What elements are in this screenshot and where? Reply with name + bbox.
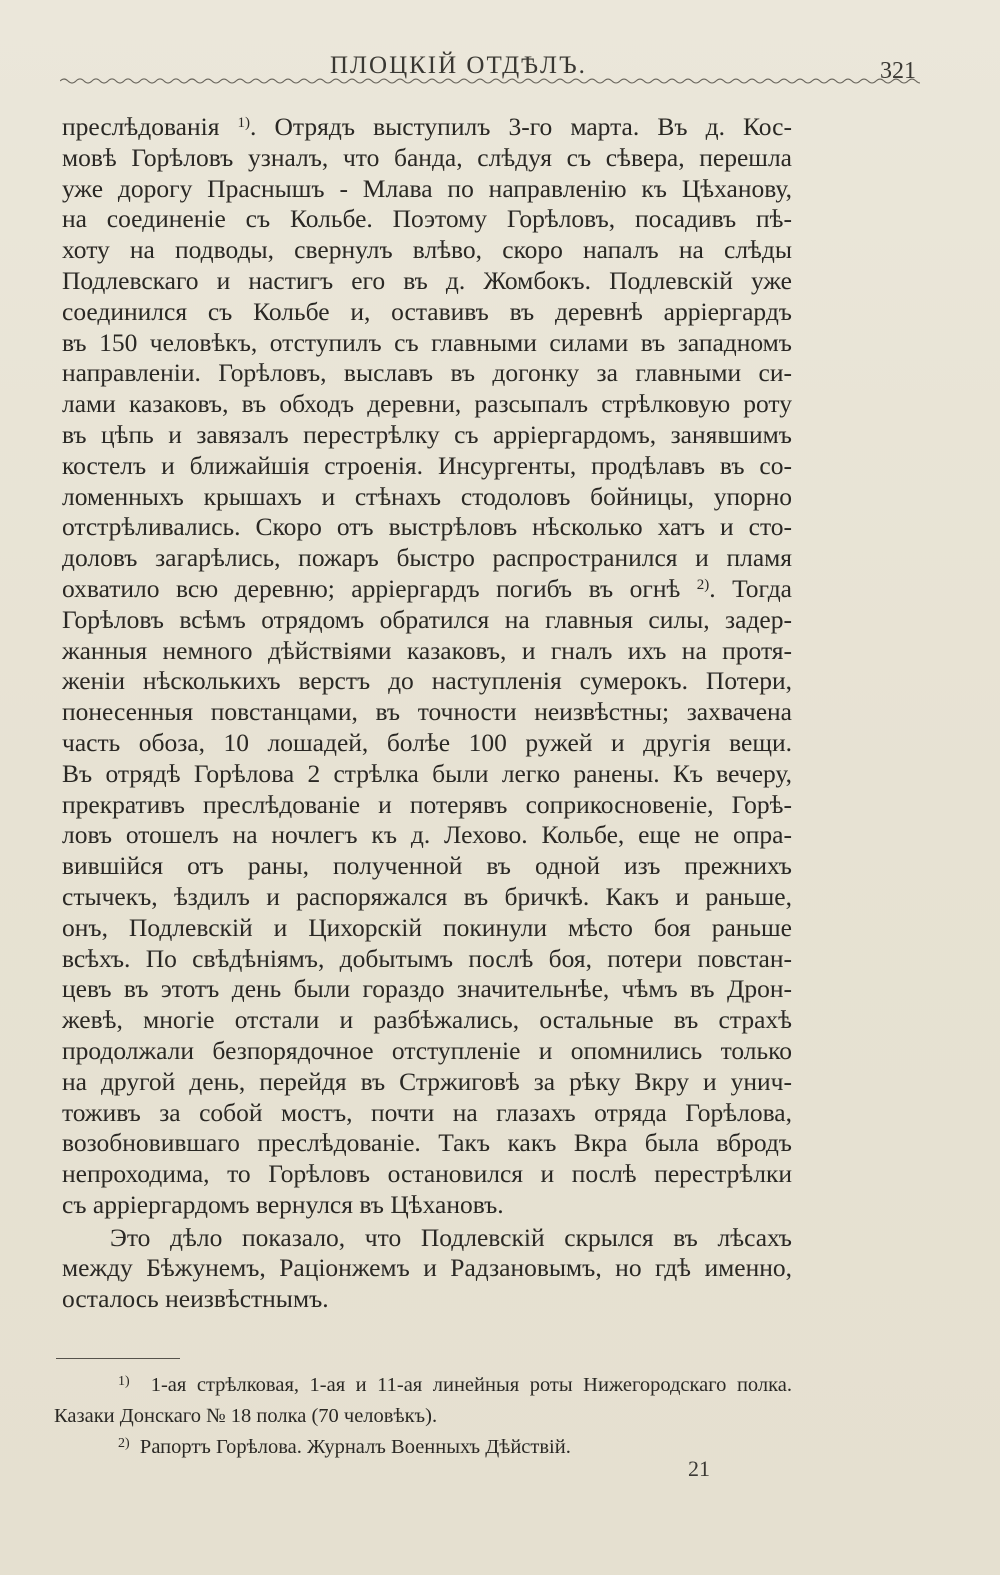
text-line: жевѣ, многіе отстали и разбѣжались, остальные въ страхѣ <box>62 1005 792 1035</box>
text-line: костелъ и ближайшія строенія. Инсургенты, продѣлавъ въ со- <box>62 450 792 480</box>
signature-mark: 21 <box>688 1456 710 1481</box>
text-line: соединился съ Кольбе и, оставивъ въ деревнѣ арріергардъ <box>62 296 792 326</box>
text-line: понесенныя повстанцами, въ точности неизвѣстны; захвачена <box>62 697 792 727</box>
footnote-1-line-1: $^{1)}$ 1-ая стрѣлковая, 1-ая и 11-ая линейныя роты Нижегородскаго полка. <box>118 1374 792 1396</box>
text-line: Подлевскаго и настигъ его въ д. Жомбокъ. Подлевскій уже <box>62 265 792 295</box>
text-line: часть обоза, 10 лошадей, болѣе 100 ружей и другія вещи. <box>62 727 792 757</box>
text-line: мовѣ Горѣловъ узналъ, что банда, слѣдуя съ сѣвера, перешла <box>62 142 792 172</box>
text-line: преслѣдованія $^{1)}$. Отрядъ выступилъ 3-го марта. Въ д. Кос- <box>62 112 792 141</box>
text-line: онъ, Подлевскій и Цихорскій покинули мѣсто боя раньше <box>62 912 792 942</box>
paragraph-2 <box>62 1223 792 1315</box>
text-line: Горѣловъ всѣмъ отрядомъ обратился на главныя силы, задер- <box>62 604 792 634</box>
footnote-reference: 2) <box>696 576 710 593</box>
text-line: направленіи. Горѣловъ, выславъ въ догонку за главными си- <box>62 358 792 388</box>
text-line: прекративъ преслѣдованіе и потерявъ соприкосновеніе, Горѣ- <box>62 789 792 819</box>
running-title: ПЛОЦКІЙ ОТДѢЛЪ. <box>330 52 587 79</box>
text-line: на соединеніе съ Кольбе. Поэтому Горѣловъ, посадивъ пѣ- <box>62 204 792 234</box>
footnote-divider <box>56 1358 180 1359</box>
text-line: въ 150 человѣкъ, отступилъ съ главными силами въ западномъ <box>62 327 792 357</box>
text-line: вившійся отъ раны, полученной въ одной изъ прежнихъ <box>62 851 792 881</box>
text-line: Въ отрядѣ Горѣлова 2 стрѣлка были легко ранены. Къ вечеру, <box>62 758 792 788</box>
text-line: всѣхъ. По свѣдѣніямъ, добытымъ послѣ боя, потери повстан- <box>62 943 792 973</box>
paragraph-1 <box>62 112 792 1221</box>
text-line: Это дѣло показало, что Подлевскій скрылся въ лѣсахъ <box>110 1222 792 1252</box>
text-line: тоживъ за собой мостъ, почти на глазахъ отряда Горѣлова, <box>62 1097 792 1127</box>
text-line: стычекъ, ѣздилъ и распоряжался въ бричкѣ. Какъ и раньше, <box>62 881 792 911</box>
footnote-2: $^{2)}$ Рапортъ Горѣлова. Журналъ Военныхъ Дѣйствій. <box>118 1436 571 1458</box>
text-line: лами казаковъ, въ обходъ деревни, разсыпалъ стрѣлковую роту <box>62 389 792 419</box>
main-text <box>62 112 792 1315</box>
footnotes <box>54 1370 792 1463</box>
text-line: ломенныхъ крышахъ и стѣнахъ стодоловъ бойницы, упорно <box>62 481 792 511</box>
text-line: продолжали безпорядочное отступленіе и опомнились только <box>62 1035 792 1065</box>
text-line: цевъ въ этотъ день были гораздо значительнѣе, чѣмъ въ Дрон- <box>62 974 792 1004</box>
text-line: въ цѣпь и завязалъ перестрѣлку съ арріергардомъ, занявшимъ <box>62 419 792 449</box>
text-line: ловъ отошелъ на ночлегъ къ д. Лехово. Кольбе, еще не опра- <box>62 820 792 850</box>
text-line: уже дорогу Праснышъ - Млава по направленію къ Цѣханову, <box>62 173 792 203</box>
footnote-1-line-2: Казаки Донскаго № 18 полка (70 человѣкъ). <box>54 1405 438 1427</box>
text-line: женіи нѣсколькихъ верстъ до наступленія сумерокъ. Потери, <box>62 666 792 696</box>
text-line: отстрѣливались. Скоро отъ выстрѣловъ нѣсколько хатъ и сто- <box>62 512 792 542</box>
text-line: жанныя немного дѣйствіями казаковъ, и гналъ ихъ на протя- <box>62 635 792 665</box>
text-line: охватило всю деревню; арріергардъ погибъ въ огнѣ $^{2)}$. Тогда <box>62 573 793 603</box>
text-line: доловъ загарѣлись, пожаръ быстро распространился и пламя <box>62 543 792 573</box>
text-line: съ арріергардомъ вернулся въ Цѣхановъ. <box>62 1189 504 1219</box>
text-line: на другой день, перейдя въ Стржиговѣ за рѣку Вкру и унич- <box>62 1066 792 1096</box>
text-line: осталось неизвѣстнымъ. <box>62 1284 329 1314</box>
footnote-reference: 1) <box>237 115 251 131</box>
page-number: 321 <box>880 58 916 84</box>
wavy-header-rule <box>60 75 920 87</box>
text-line: возобновившаго преслѣдованіе. Такъ какъ Вкра была вбродъ <box>62 1128 792 1158</box>
text-line: непроходима, то Горѣловъ остановился и послѣ перестрѣлки <box>62 1159 792 1189</box>
text-line: между Бѣжунемъ, Раціонжемъ и Радзановымъ, но гдѣ именно, <box>62 1253 792 1283</box>
running-head <box>0 48 1000 88</box>
text-line: хоту на подводы, свернулъ влѣво, скоро напалъ на слѣды <box>62 235 792 265</box>
